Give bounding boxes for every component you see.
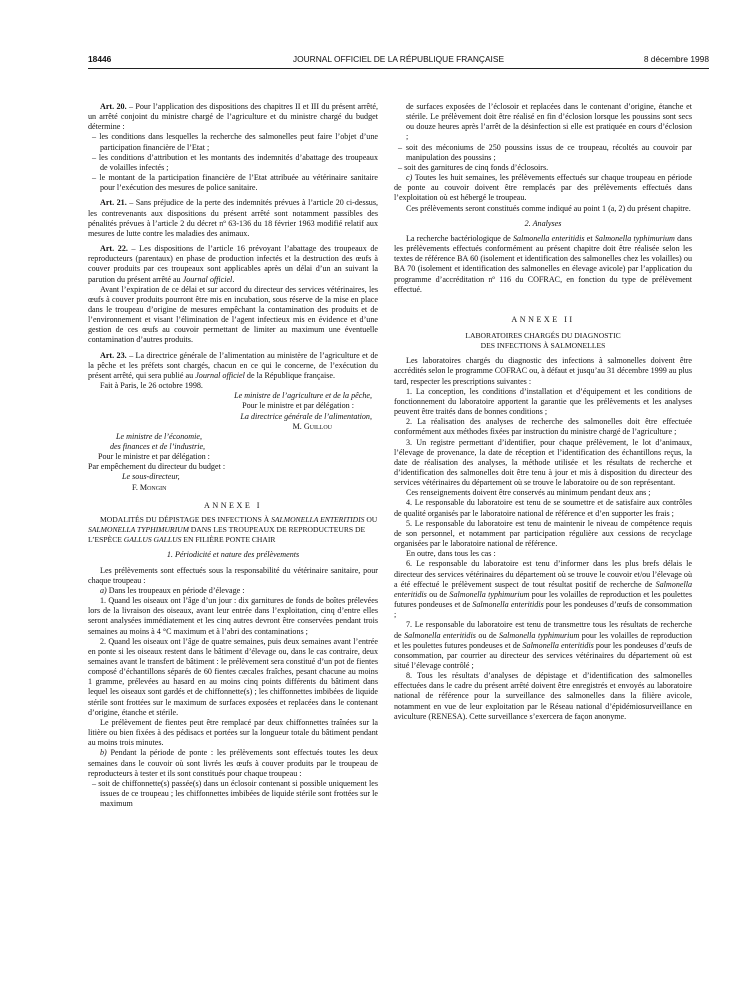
analyses-paragraph: La recherche bactériologique de Salmonella enteritidis et Salmonella typhimurium dans les prélèvements effectués conformément au présent chapitre doit être réalisée selon les textes de référence BA 60 (isolement et identification des salmonelles chez les volailles) ou BA 70 (isolement et identification des salmonelles en élevage avicole) par l’application du programme d’accréditation nº 116 du COFRAC, en fonction du type de prélèvement effectué.: [394, 233, 692, 294]
list-item: – soit des garnitures de cinq fonds d’éclosoirs.: [394, 163, 692, 173]
issue-date: 8 décembre 1998: [643, 54, 709, 64]
annexe-1-heading: ANNEXE I: [204, 500, 262, 510]
right-column: [394, 102, 692, 722]
paragraph: 1. La conception, les conditions d’installation et d’équipement et les conditions de fonctionnement du laboratoire apportent la garantie que les prélèvements et les analyses peuvent être traités dans de bonnes conditions ;: [394, 386, 692, 417]
paragraph-b: b) Pendant la période de ponte : les prélèvements sont effectués toutes les deux semaines dans le couvoir où sont livrés les œufs à couver produits par le troupeau de reproducteurs à tester et ils sont constitués pour chaque troupeau :: [88, 748, 378, 778]
list-item: – les conditions d’attribution et les montants des indemnités d’abattage des troupeaux de volailles infectés ;: [88, 153, 378, 173]
paragraph: 8. Tous les résultats d’analyses de dépistage et d’identification des salmonelles effectuées dans le cadre du présent arrêté doivent être enregistrés et envoyés au laboratoire national de référence pour la surveillance des salmonelles dans la filière avicole, notamment en vue de leur exploitation par le Réseau national d’épidémiosurveillance en aviculture (RENESA). Cette surveillance s’exercera de façon anonyme.: [394, 671, 692, 721]
list-item: – soit de chiffonnette(s) passée(s) dans un éclosoir contenant si possible uniquement les issues de ce troupeau ; les chiffonnettes imbibées de liquide stérile sont frottées sur le maximum: [88, 779, 378, 809]
signature-date: Fait à Paris, le 26 octobre 1998.: [100, 381, 203, 391]
continued-list: [394, 143, 692, 173]
paragraph-3: Le prélèvement de fientes peut être remplacé par deux chiffonnettes traînées sur la litière ou bien fixées à des pédisacs et portées sur la longueur totale du bâtiment pendant au moins trois minutes.: [88, 717, 378, 748]
continuation: de surfaces exposées de l’éclosoir et replacées dans le contenant d’origine, étanche et stérile. Le prélèvement doit être réalisé en fin d’éclosion lorsque les poussins sont secs ou douze heures après l’arrêt de la désinfection si elle est pratiquée en cours d’éclosion ;: [406, 102, 692, 142]
signature-block-2: Le ministre de l’économie, des finances et de l’industrie, Pour le ministre et par délégation : Par empêchement du directeur du budget : Le sous-directeur, F. Mongin: [88, 431, 226, 492]
list-item: – le montant de la participation financière de l’Etat attribuée au vétérinaire sanitaire pour l’exécution des mesures de police sanitaire.: [88, 173, 378, 193]
list-item: – les conditions dans lesquelles la recherche des salmonelles peut faire l’objet d’une participation financière de l’Etat ;: [88, 132, 378, 152]
paragraph: En outre, dans tous les cas :: [406, 549, 496, 559]
article-21: Art. 21. – Sans préjudice de la perte des indemnités prévues à l’article 20 ci-dessus, les contrevenants aux dispositions du présent arrêté sont notamment passibles des pénalités prévues à l’article 2 du décret nº 63-136 du 18 février 1963 modifié relatif aux mesures de lutte contre les maladies des animaux.: [88, 198, 378, 238]
paragraph: 5. Le responsable du laboratoire est tenu de maintenir le niveau de compétence requis de son personnel, et notamment par participation régulière aux cessions de recyclage organisées par le laboratoire national de référence.: [394, 518, 692, 549]
article-22: Art. 22. – Les dispositions de l’article 16 prévoyant l’abattage des troupeaux de reproducteurs (parentaux) en phase de production infectés et la destruction des œufs à couver produits par ces troupeaux sont applicables après un délai d’un an suivant la parution du présent arrêté au Journal officiel.: [88, 244, 379, 284]
article-20: Art. 20. – Pour l’application des dispositions des chapitres II et III du présent arrêté, un arrêté conjoint du ministre chargé de l’agriculture et du ministre chargé du budget détermine :: [88, 102, 378, 132]
paragraph: 2. La réalisation des analyses de recherche des salmonelles doit être effectuée conformément aux méthodes fixées par instruction du ministre chargé de l’agriculture ;: [394, 417, 692, 437]
signature-block-1: Le ministre de l’agriculture et de la pêche, Pour le ministre et par délégation : La directrice générale de l’alimentation, M. Guillou: [234, 391, 372, 431]
page-number: 18446: [88, 54, 112, 64]
section-1-heading: 1. Périodicité et nature des prélèvements: [166, 550, 300, 560]
paragraph: Ces renseignements doivent être conservés au minimum pendant deux ans ;: [406, 488, 651, 498]
article-20-list: [88, 132, 378, 193]
annexe-1-title: MODALITÉS DU DÉPISTAGE DES INFECTIONS À SALMONELLA ENTERITIDIS OU SALMONELLA TYPHIMURIUM DANS LES TROUPEAUX DE REPRODUCTEURS DE L’ESPÈCE GALLUS GALLUS EN FILIÈRE PONTE CHAIR: [88, 514, 378, 545]
journal-title: JOURNAL OFFICIEL DE LA RÉPUBLIQUE FRANÇAISE: [292, 54, 505, 64]
annexe-2-title: LABORATOIRES CHARGÉS DU DIAGNOSTIC DES INFECTIONS À SALMONELLES: [465, 330, 621, 351]
paragraph: Les laboratoires chargés du diagnostic des infections à salmonelles doivent être accrédités selon le programme COFRAC ou, à défaut et jusqu’au 31 décembre 1999 au plus tard, respecter les prescriptions suivantes :: [394, 356, 692, 386]
paragraph: 4. Le responsable du laboratoire est tenu de se soumettre et de satisfaire aux contrôles de qualité organisés par le laboratoire national de référence et d’en supporter les frais ;: [394, 498, 692, 518]
paragraph-a: a) Dans les troupeaux en période d’élevage :: [100, 585, 245, 595]
left-column: [88, 102, 378, 809]
paragraph: 7. Le responsable du laboratoire est tenu de transmettre tous les résultats de recherche de Salmonella enteritidis ou de Salmonella typhimurium pour les volailles de reproduction et les poulettes futures pondeuses et de Salmonella enteritidis pour les pondeuses d’œufs de consommation, par courrier au directeur des services vétérinaires du département où est situé l’élevage contrôlé ;: [394, 620, 692, 670]
article-22-paragraph-2: Avant l’expiration de ce délai et sur accord du directeur des services vétérinaires, les œufs à couver produits pourront être mis en incubation, sous réserve de la mise en place dans le troupeau d’origine de mesures empêchant la contamination des produits et de l’environnement et visant l’élimination de l’agent infectieux mis en évidence et d’une gestion de ces œufs au couvoir permettant de limiter au maximum une éventuelle contamination d’autres produits.: [88, 284, 378, 345]
header-rule: [88, 68, 709, 69]
page-header: [88, 54, 709, 68]
annexe-2-heading: ANNEXE II: [511, 314, 575, 324]
paragraph-1: 1. Quand les oiseaux ont l’âge d’un jour : dix garnitures de fonds de boîtes prélevées lors de la livraison des oiseaux, avant leur entrée dans l’exploitation, cinq d’entre elles seront analysées immédiatement et les cinq autres devront être conservées pendant trois semaines au moins à 4 °C maximum et à l’abri des contaminations ;: [88, 596, 378, 636]
article-23: Art. 23. – La directrice générale de l’alimentation au ministère de l’agriculture et de la pêche et les préfets sont chargés, chacun en ce qui le concerne, de l’exécution du présent arrêté, qui sera publié au Journal officiel de la République française.: [88, 350, 379, 380]
list-item: – soit des méconiums de 250 poussins issus de ce troupeau, récoltés au couvoir par manipulation des poussins ;: [394, 143, 692, 163]
section-2-heading: 2. Analyses: [524, 218, 562, 228]
paragraph: 6. Le responsable du laboratoire est tenu d’informer dans les plus brefs délais le directeur des services vétérinaires du département où se trouve le couvoir et/ou l’élevage où a été effectué le prélèvement suspect de tout résultat positif de recherche de Salmonella enteritidis ou de Salmonella typhimurium pour les volailles de reproduction et les poulettes futures pondeuses et de Salmonella enteritidis pour les pondeuses d’œufs de consommation ;: [394, 559, 692, 620]
paragraph-c: c) Toutes les huit semaines, les prélèvements effectués sur chaque troupeau en période de ponte au couvoir doivent être remplacés par des prélèvements effectués dans l’exploitation où est hébergé le troupeau.: [394, 173, 692, 203]
paragraph: 3. Un registre permettant d’identifier, pour chaque prélèvement, le lot d’animaux, l’élevage de provenance, la date de réception et l’identification des échantillons reçus, la date de réalisation des analyses, la méthode utilisée et les résultats de recherche et d’identification des salmonelles doit être tenu à jour et mis à disposition du directeur des services vétérinaires du département où se trouve le laboratoire ou de son représentant.: [394, 437, 692, 488]
paragraph: Ces prélèvements seront constitués comme indiqué au point 1 (a, 2) du présent chapitre.: [406, 203, 691, 213]
paragraph-2: 2. Quand les oiseaux ont l’âge de quatre semaines, puis deux semaines avant l’entrée en ponte si les oiseaux restent dans le bâtiment d’élevage ou, dans le cas contraire, deux semaines avant le transfert de bâtiment : le prélèvement sera constitué d’un pot de fientes composé d’échantillons séparés de 60 fientes cæcales fraîches, pesant chacune au moins 1 gramme, prélevées au hasard en au moins cinq points différents du bâtiment dans lequel les oiseaux sont gardés et de chiffonnette(s) ; les chiffonnettes imbibées de liquide stérile sont frottées sur le maximum de surfaces exposées et replacées dans le contenant d’origine, étanche et stérile.: [88, 636, 378, 717]
paragraph: Les prélèvements sont effectués sous la responsabilité du vétérinaire sanitaire, pour chaque troupeau :: [88, 565, 378, 585]
paragraph-b-list: [88, 779, 378, 809]
